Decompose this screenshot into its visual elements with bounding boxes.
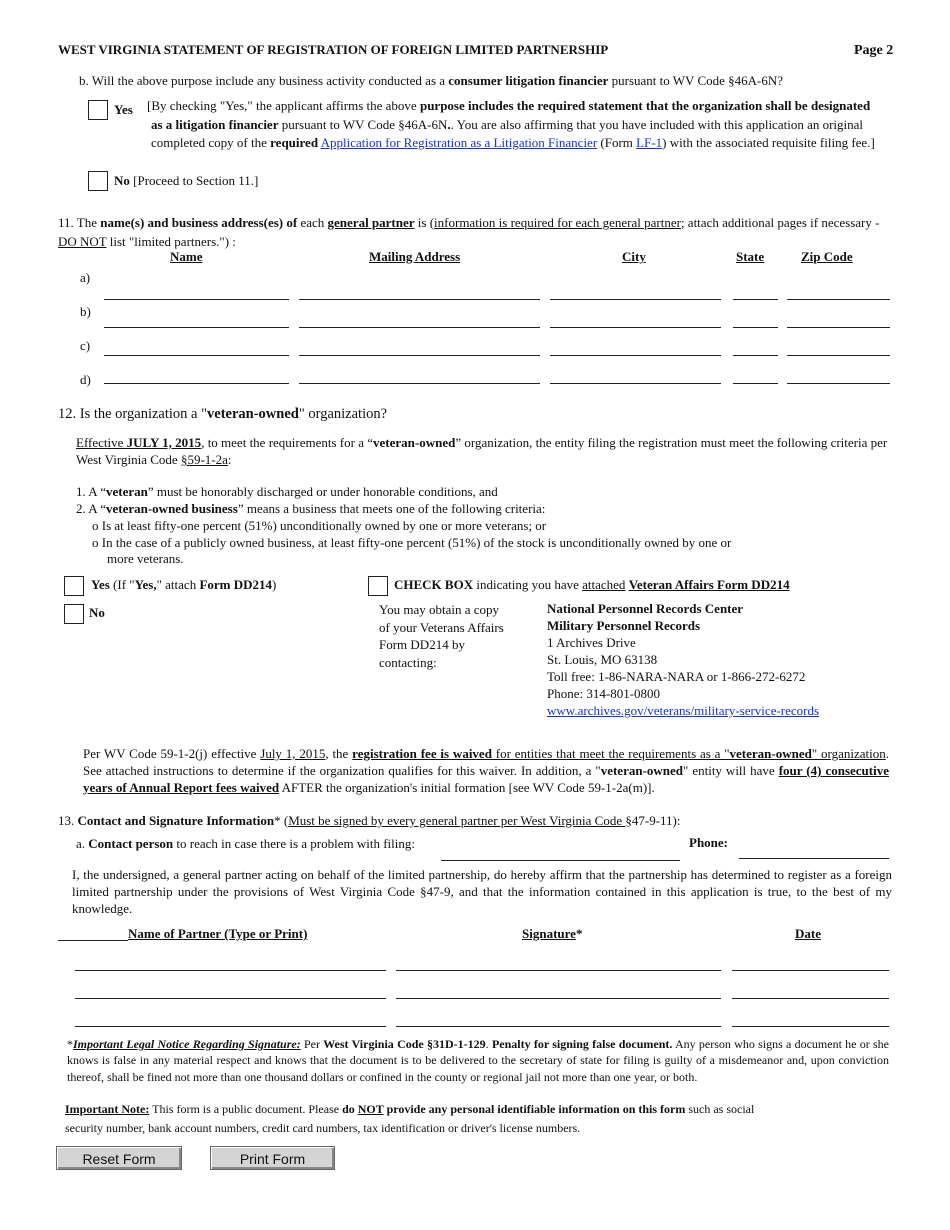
reset-form-button[interactable]: Reset Form <box>56 1146 182 1170</box>
col-zip: Zip Code <box>801 249 853 264</box>
col-mailing-address: Mailing Address <box>369 249 461 264</box>
partner-city-field[interactable] <box>550 355 721 356</box>
veteran-yes-checkbox[interactable] <box>64 576 84 596</box>
contact-person-label: a. Contact person to reach in case there is a problem with filing: <box>76 836 416 851</box>
partner-name-field[interactable] <box>104 355 289 356</box>
col-city: City <box>622 249 646 264</box>
partner-name-field[interactable] <box>104 327 289 328</box>
signature-field[interactable] <box>396 998 721 999</box>
npr-contact-block: National Personnel Records Center Military Personnel Records 1 Archives Drive St. Louis, MO 63138 Toll free: 1-86-NARA-NARA or 1-866-272-6272 Phone: 314-801-0800 www.archives.gov/veterans/military-service-records <box>547 601 820 718</box>
veteran-no-label: No <box>89 605 105 620</box>
veteran-effective-text: Effective JULY 1, 2015, to meet the requirements for a “veteran-owned” organization, the entity filing the registration must meet the following criteria per West Virginia Code §59-1-2a: <box>76 435 888 467</box>
partner-name-sign-field[interactable] <box>75 998 386 999</box>
phone-field[interactable] <box>739 858 889 859</box>
date-field[interactable] <box>732 1026 889 1027</box>
row-label-a: a) <box>80 270 91 285</box>
row-label-c: c) <box>80 338 91 353</box>
col-state: State <box>736 249 765 264</box>
partner-zip-field[interactable] <box>787 327 890 328</box>
row-label-d: d) <box>80 372 91 387</box>
partner-name-field[interactable] <box>104 299 289 300</box>
date-field[interactable] <box>732 998 889 999</box>
partner-state-field[interactable] <box>733 327 778 328</box>
partner-address-field[interactable] <box>299 327 540 328</box>
lf1-application-link[interactable]: Application for Registration as a Litigation Financier <box>320 135 598 150</box>
partner-zip-field[interactable] <box>787 355 890 356</box>
phone-label: Phone: <box>689 835 728 850</box>
section-13-heading: 13. Contact and Signature Information* (Must be signed by every general partner per West Virginia Code §47-9-11): <box>58 813 681 828</box>
partner-state-field[interactable] <box>733 355 778 356</box>
form-title: WEST VIRGINIA STATEMENT OF REGISTRATION OF FOREIGN LIMITED PARTNERSHIP <box>58 42 609 57</box>
col-signature: Signature* <box>522 926 583 941</box>
criteria-2-option-2-cont: more veterans. <box>107 551 184 566</box>
litigation-no-label: No [Proceed to Section 11.] <box>114 173 259 188</box>
contact-person-field[interactable] <box>441 860 680 861</box>
legal-notice: *Important Legal Notice Regarding Signature: Per West Virginia Code §31D-1-129. Penalty for signing false document. Any person who signs a document he or she knows is false in any material respect and knows that the document is to be delivered to the secretary of state for filing is guilty of a misdemeanor and, upon conviction thereof, shall be fined not more than one thousand dollars or confined in the county or regional jail not more than one year, or both. <box>67 1037 889 1084</box>
criteria-2-option-2: o In the case of a publicly owned business, at least fifty-one percent (51%) of the stock is unconditionally owned by one or <box>92 535 732 550</box>
section-11-intro: 11. The name(s) and business address(es) of each general partner is (information is required for each general partner; attach additional pages if necessary - DO NOT list "limited partners.") : <box>58 215 880 249</box>
criteria-1: 1. A “veteran” must be honorably discharged or under honorable conditions, and <box>76 484 498 499</box>
veteran-yes-label: Yes (If "Yes," attach Form DD214) <box>91 577 277 592</box>
partner-city-field[interactable] <box>550 383 721 384</box>
col-name: Name <box>170 249 203 264</box>
criteria-2: 2. A “veteran-owned business” means a business that meets one of the following criteria: <box>76 501 546 516</box>
section-12-question: 12. Is the organization a "veteran-owned" organization? <box>58 406 388 422</box>
fee-waiver-text: Per WV Code 59-1-2(j) effective July 1, 2015, the registration fee is waived for entities that meet the requirements as a "veteran-owned" organization. See attached instructions to determine if the organization qualifies for this waiver. In addition, a "veteran-owned" entity will have four (4) consecutive years of Annual Report fees waived AFTER the organization's initial formation [see WV Code 59-1-2a(m)]. <box>83 746 889 795</box>
veteran-no-checkbox[interactable] <box>64 604 84 624</box>
page-number: Page 2 <box>854 43 894 58</box>
partner-city-field[interactable] <box>550 299 721 300</box>
litigation-no-checkbox[interactable] <box>88 171 108 191</box>
obtain-copy-text: You may obtain a copy of your Veterans Affairs Form DD214 by contacting: <box>379 602 504 670</box>
print-form-button[interactable]: Print Form <box>210 1146 335 1170</box>
date-field[interactable] <box>732 970 889 971</box>
affirmation-text: I, the undersigned, a general partner acting on behalf of the limited partnership, do hereby affirm that the partnership has determined to register as a foreign limited partnership under the provisions of West Virginia Code §47-9, and that the information contained in this application is true, to the best of my knowledge. <box>72 867 892 916</box>
litigation-yes-label: Yes <box>114 102 133 117</box>
col-date: Date <box>795 926 821 941</box>
row-label-b: b) <box>80 304 91 319</box>
archives-link[interactable]: www.archives.gov/veterans/military-service-records <box>547 703 820 718</box>
criteria-2-option-1: o Is at least fifty-one percent (51%) unconditionally owned by one or more veterans; or <box>92 518 547 533</box>
partner-address-field[interactable] <box>299 299 540 300</box>
lf1-form-link[interactable]: LF-1 <box>636 135 663 150</box>
litigation-yes-text: [By checking "Yes," the applicant affirms the above purpose includes the required statement that the organization shall be designated as a litigation financier pursuant to WV Code §46A-6N.. You are also affirming that you have included with this application an original completed copy of the required Application for Registration as a Litigation Financier (Form LF-1) with the associated requisite filing fee.] <box>147 98 875 150</box>
partner-zip-field[interactable] <box>787 383 890 384</box>
dd214-attached-label: CHECK BOX indicating you have attached Veteran Affairs Form DD214 <box>394 577 790 592</box>
litigation-yes-checkbox[interactable] <box>88 100 108 120</box>
section-10b-question: b. Will the above purpose include any business activity conducted as a consumer litigation financier pursuant to WV Code §46A-6N? <box>79 73 784 88</box>
partner-name-sign-field[interactable] <box>75 1026 386 1027</box>
dd214-attached-checkbox[interactable] <box>368 576 388 596</box>
partner-name-sign-field[interactable] <box>75 970 386 971</box>
partner-city-field[interactable] <box>550 327 721 328</box>
partner-state-field[interactable] <box>733 383 778 384</box>
partner-state-field[interactable] <box>733 299 778 300</box>
partner-zip-field[interactable] <box>787 299 890 300</box>
important-note-cont: security number, bank account numbers, credit card numbers, tax identification or driver's license numbers. <box>65 1121 581 1135</box>
partner-address-field[interactable] <box>299 355 540 356</box>
partner-address-field[interactable] <box>299 383 540 384</box>
signature-field[interactable] <box>396 970 721 971</box>
partner-name-field[interactable] <box>104 383 289 384</box>
signature-field[interactable] <box>396 1026 721 1027</box>
important-note: Important Note: This form is a public document. Please do NOT provide any personal identifiable information on this form such as social <box>65 1102 755 1116</box>
col-partner-name: Name of Partner (Type or Print) <box>128 926 308 941</box>
